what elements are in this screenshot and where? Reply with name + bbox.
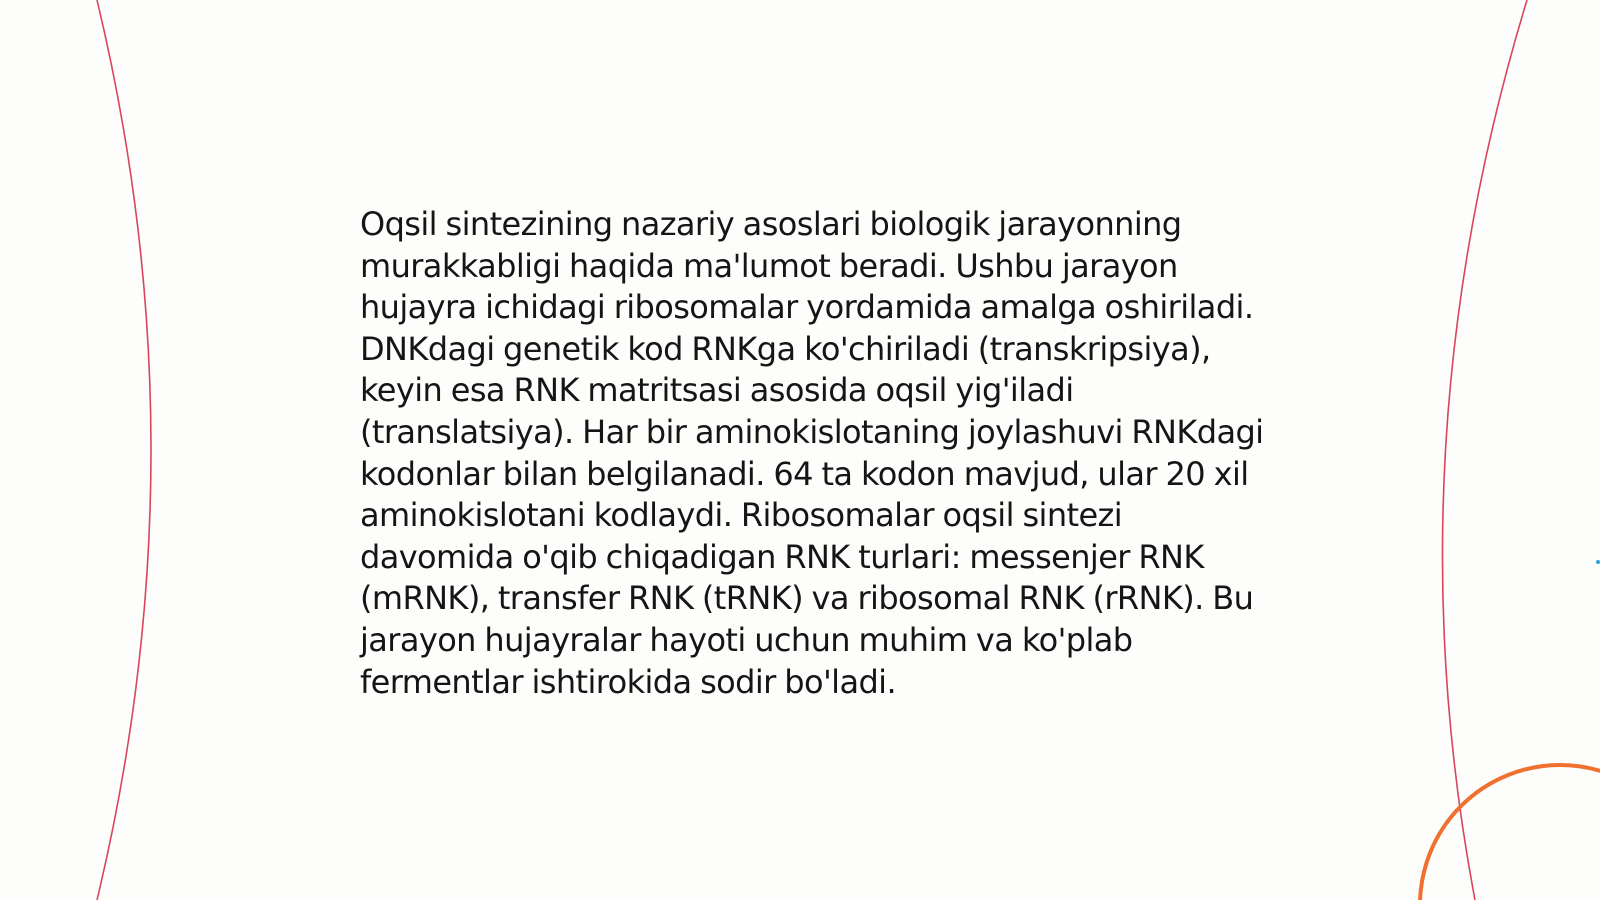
left-curve-line: [97, 0, 151, 900]
right-curve-line: [1442, 0, 1527, 900]
blue-dot-accent: [1596, 560, 1600, 564]
body-paragraph: Oqsil sintezining nazariy asoslari biologik jarayonning murakkabligi haqida ma'lumot beradi. Ushbu jarayon hujayra ichidagi ribosomalar yordamida amalga oshiriladi. DNKdagi genetik kod RNKga ko'chiriladi (transkripsiya), keyin esa RNK matritsasi asosida oqsil yig'iladi (translatsiya). Har bir aminokislotaning joylashuvi RNKdagi kodonlar bilan belgilanadi. 64 ta kodon mavjud, ular 20 xil aminokislotani kodlaydi. Ribosomalar oqsil sintezi davomida o'qib chiqadigan RNK turlari: messenjer RNK (mRNK), transfer RNK (tRNK) va ribosomal RNK (rRNK). Bu jarayon hujayralar hayoti uchun muhim va ko'plab fermentlar ishtirokida sodir bo'ladi.: [360, 205, 1264, 701]
orange-circle-accent: [1420, 765, 1600, 900]
